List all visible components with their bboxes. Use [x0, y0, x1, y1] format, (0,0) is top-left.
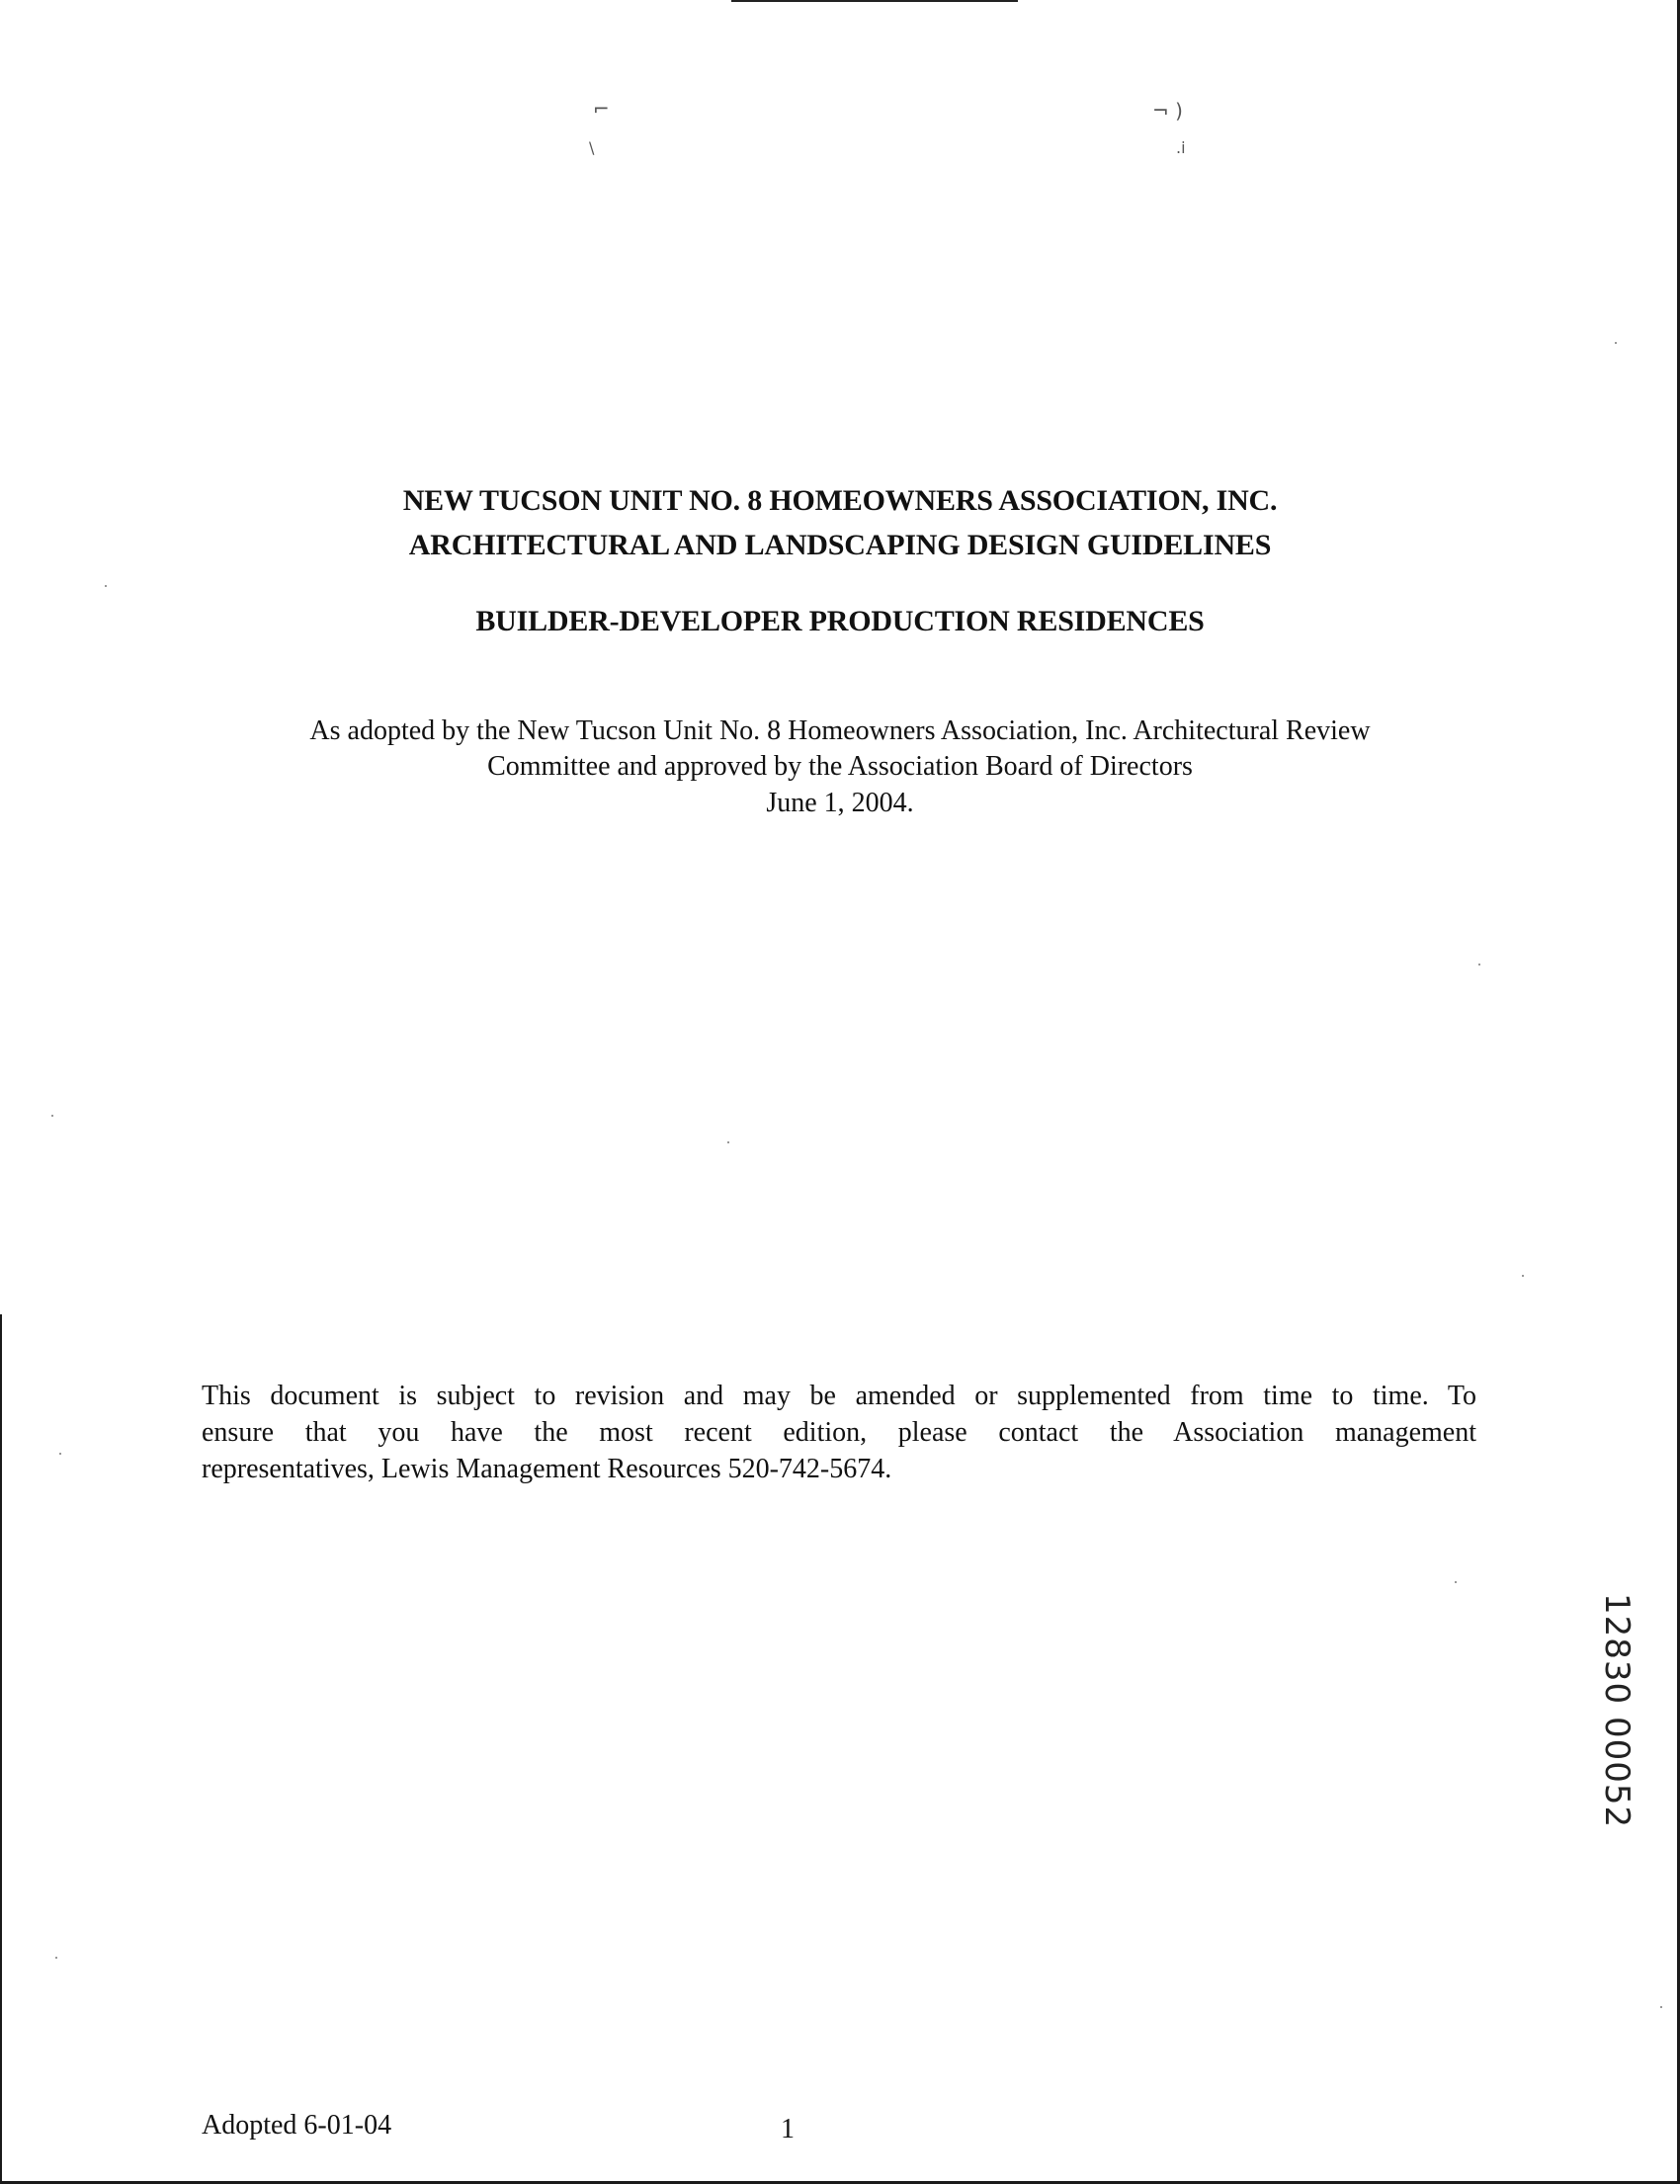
scan-speck [51, 1115, 53, 1117]
document-title-line-2: ARCHITECTURAL AND LANDSCAPING DESIGN GUIDELINES [408, 529, 1272, 561]
scan-artifact-top-line [731, 0, 1018, 2]
scan-speck [59, 1453, 61, 1455]
revision-notice-line-1: This document is subject to revision and may be amended or supplemented from time to time. To [202, 1381, 1476, 1411]
punch-hole-mark-right-lower: .ⅰ [1176, 138, 1186, 157]
punch-hole-mark-left: ⌐ [593, 97, 610, 121]
punch-hole-mark-right: ¬ ) [1152, 99, 1183, 123]
scan-speck [1615, 342, 1617, 344]
revision-notice-line-2: ensure that you have the most recent edition, please contact the Association management [202, 1417, 1476, 1448]
document-title-line-1: NEW TUCSON UNIT NO. 8 HOMEOWNERS ASSOCIATION, INC. [402, 484, 1278, 517]
scan-speck [55, 1957, 57, 1959]
footer-adopted-date: Adopted 6-01-04 [202, 2110, 392, 2141]
punch-hole-mark-left-lower: \ [589, 138, 595, 157]
scan-speck [1455, 1581, 1457, 1583]
document-subtitle: BUILDER-DEVELOPER PRODUCTION RESIDENCES [475, 605, 1205, 637]
adoption-statement-line-2: Committee and approved by the Association Board of Directors [487, 751, 1193, 782]
scan-speck [105, 585, 107, 587]
revision-notice-line-3: representatives, Lewis Management Resources 520-742-5674. [202, 1454, 892, 1484]
stamp-number-text: 12830 00052 [1597, 1593, 1637, 1829]
scan-speck [1522, 1275, 1524, 1277]
adoption-date: June 1, 2004. [766, 788, 914, 818]
scan-speck [727, 1141, 729, 1143]
adoption-statement-line-1: As adopted by the New Tucson Unit No. 8 Homeowners Association, Inc. Architectural Review [309, 715, 1371, 746]
vertical-stamp-number [1597, 1593, 1642, 1860]
footer-page-number: 1 [781, 2114, 795, 2144]
scan-speck [1478, 964, 1480, 966]
scan-border-left [0, 1314, 2, 2184]
revision-notice [202, 1378, 1476, 1487]
scan-speck [1660, 2006, 1662, 2008]
